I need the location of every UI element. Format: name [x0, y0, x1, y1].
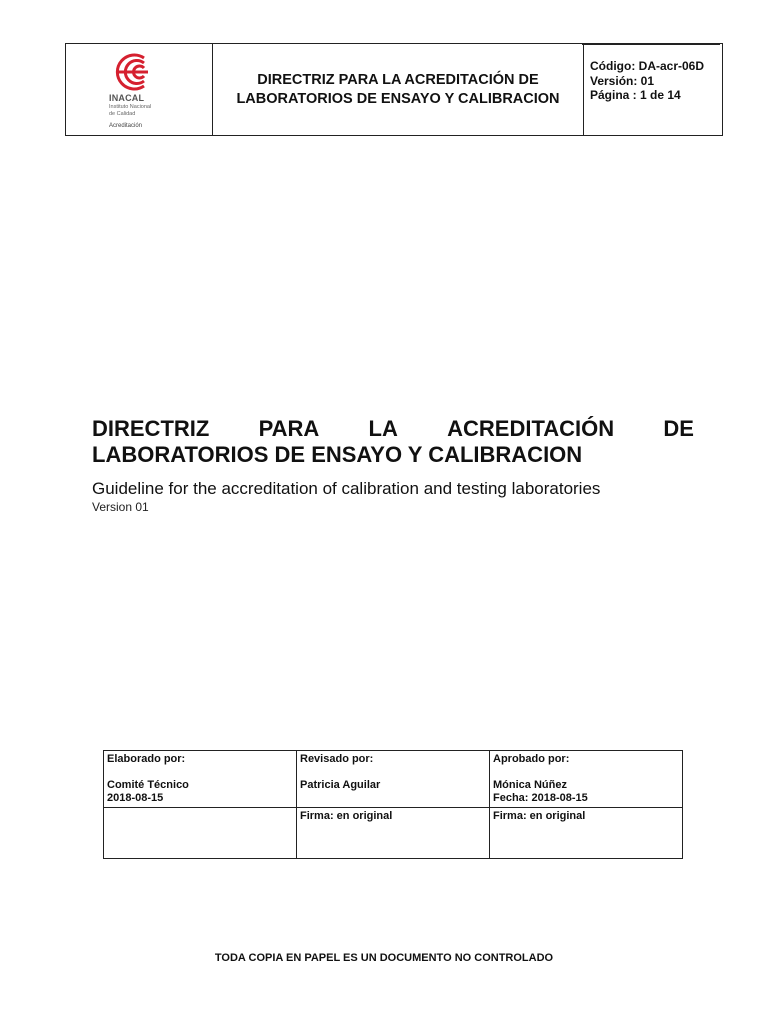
title-word: DIRECTRIZ	[92, 416, 210, 441]
title-word: DE	[663, 416, 694, 441]
revisado-name: Patricia Aguilar	[300, 779, 381, 791]
document-subtitle: Guideline for the accreditation of calibration and testing laboratories	[92, 479, 601, 498]
revisado-label: Revisado por:	[300, 753, 374, 765]
document-header	[65, 43, 723, 136]
logo-subtitle-line1: Instituto Nacional	[109, 104, 152, 110]
elaborado-name: Comité Técnico	[107, 779, 189, 791]
signature-row-names	[104, 751, 683, 808]
aprobado-name: Mónica Núñez	[493, 779, 567, 791]
header-title	[213, 44, 584, 135]
document-title-line1	[92, 416, 694, 442]
document-title-line2: LABORATORIOS DE ENSAYO Y CALIBRACION	[92, 442, 583, 467]
elaborado-label: Elaborado por:	[107, 753, 186, 765]
document-code: Código: DA-acr-06D	[590, 59, 705, 73]
title-word: PARA	[258, 416, 320, 441]
aprobado-firma-cell: Firma: en original	[490, 808, 683, 859]
page-indicator: Página : 1 de 14	[590, 88, 681, 102]
signature-table	[103, 750, 683, 859]
elaborado-date: 2018-08-15	[107, 792, 164, 804]
revisado-firma-cell: Firma: en original	[297, 808, 490, 859]
aprobado-cell	[490, 751, 683, 808]
title-word: LA	[368, 416, 398, 441]
aprobado-label: Aprobado por:	[493, 753, 570, 765]
logo-cell	[66, 44, 213, 135]
footer-notice: TODA COPIA EN PAPEL ES UN DOCUMENTO NO CONTROLADO	[214, 952, 554, 964]
header-meta	[584, 44, 722, 135]
document-version: Versión: 01	[590, 73, 655, 88]
document-version-label: Version 01	[92, 500, 149, 514]
title-word: ACREDITACIÓN	[447, 416, 615, 441]
document-title	[92, 416, 694, 468]
logo-subtitle	[109, 104, 151, 117]
revisado-cell	[297, 751, 490, 808]
elaborado-cell	[104, 751, 297, 808]
header-title-line1: DIRECTRIZ PARA LA ACREDITACIÓN DE	[257, 71, 539, 88]
elaborado-firma-cell	[104, 808, 297, 859]
signature-row-firma	[104, 808, 683, 859]
inacal-logo-icon	[104, 52, 160, 92]
meta-top-rule-line	[582, 43, 720, 45]
logo-tagline: Acreditación	[109, 123, 143, 129]
header-title-line2: LABORATORIOS DE ENSAYO Y CALIBRACION	[236, 90, 560, 107]
logo-name: INACAL	[109, 93, 145, 103]
aprobado-date: Fecha: 2018-08-15	[493, 792, 588, 804]
logo-subtitle-line2: de Calidad	[109, 110, 136, 117]
